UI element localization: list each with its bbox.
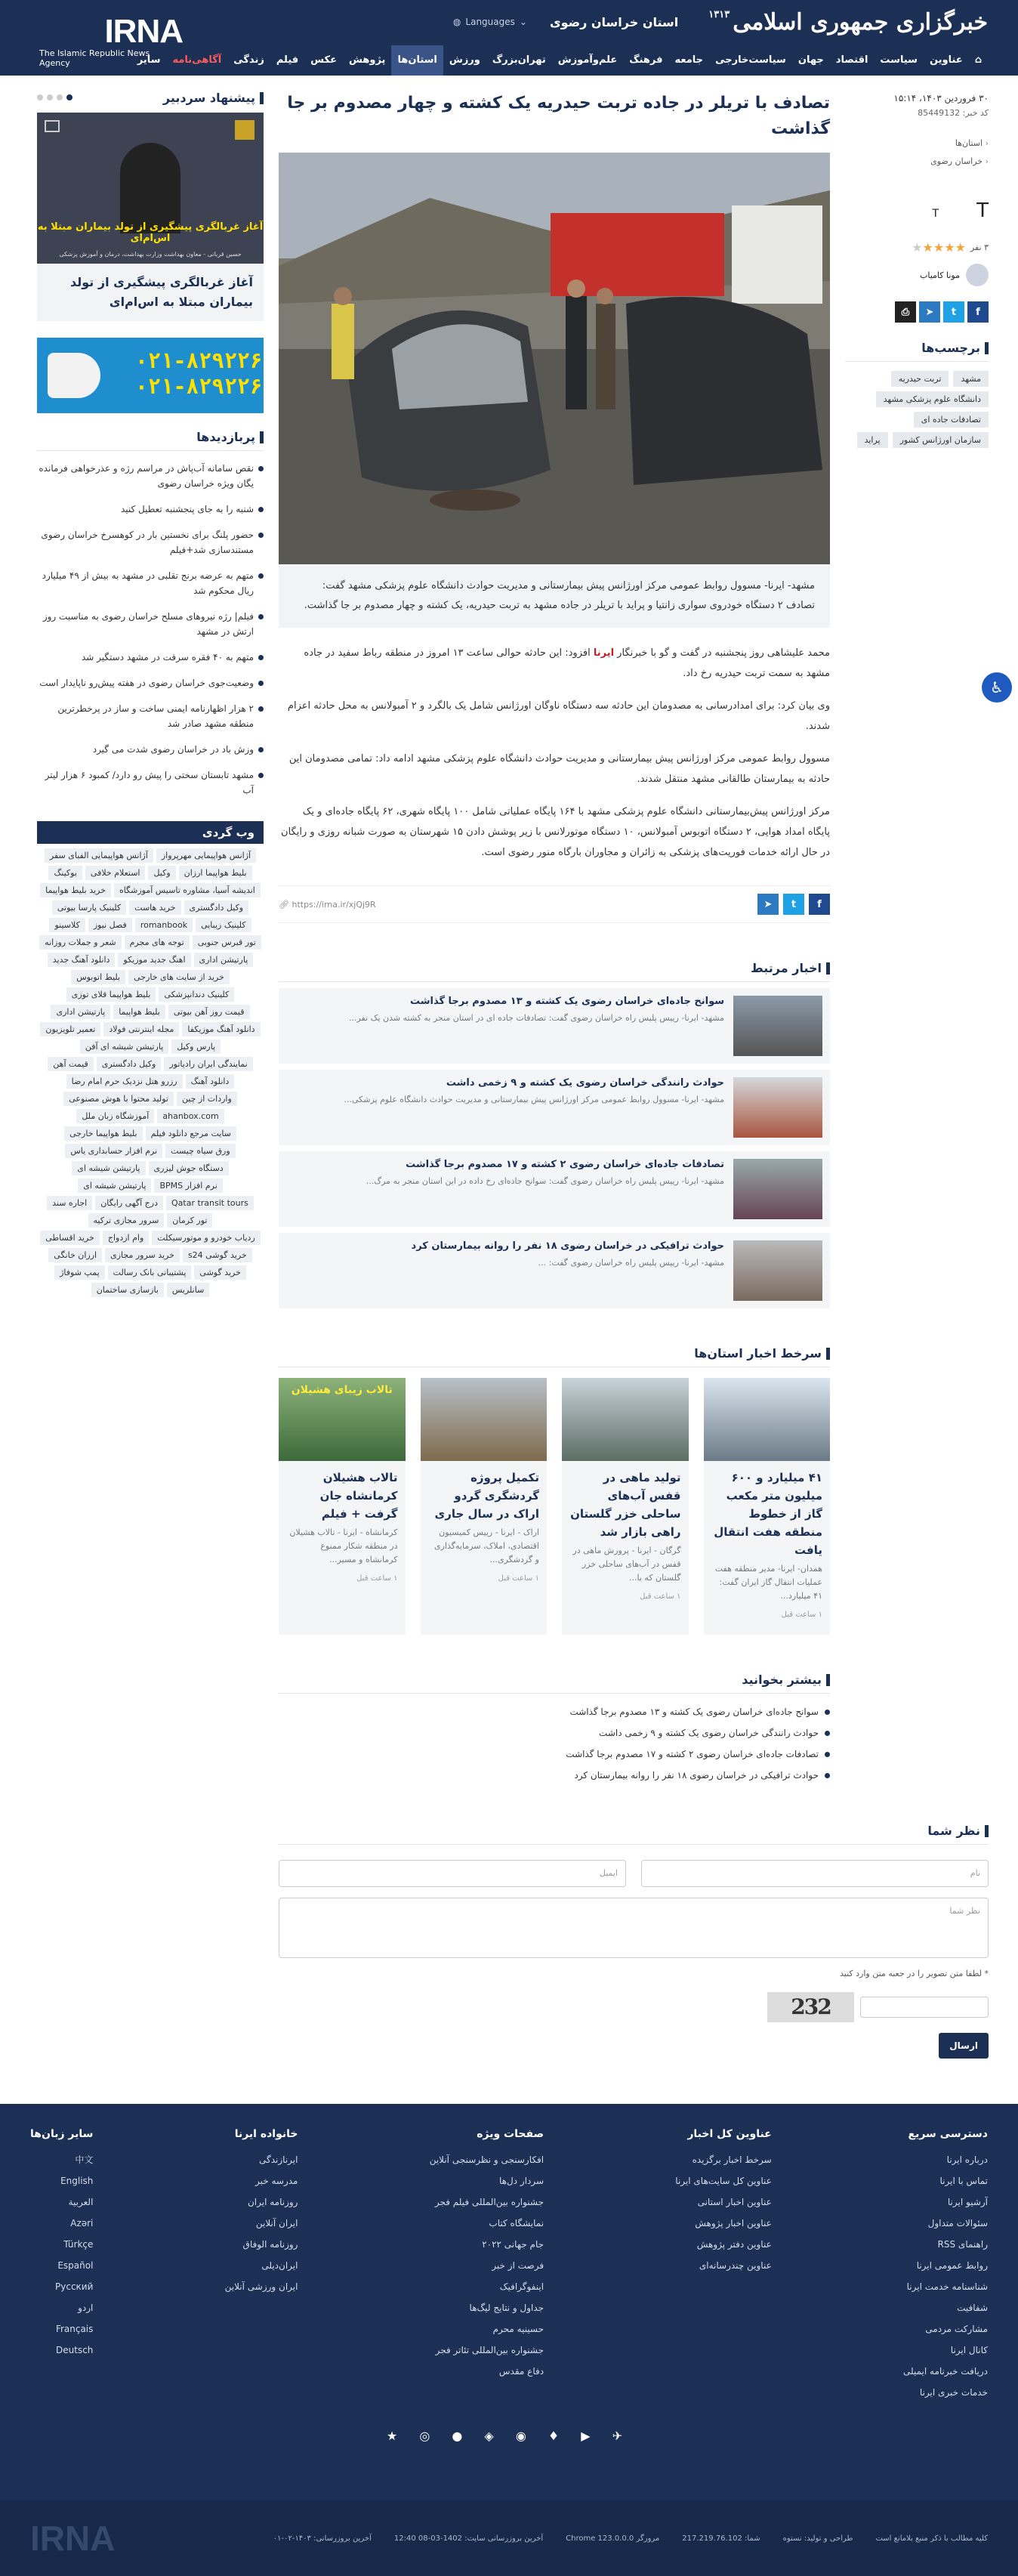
web-link[interactable]: کلینیک پارسا بیوتی [52,900,126,915]
web-link[interactable]: پمپ شوفاژ [54,1265,105,1280]
news-card[interactable]: ۴۱ میلیارد و ۶۰۰ میلیون متر مکعب گاز از خطوط منطقه هفت انتقال یافت همدان- ایرنا- مدیر منطقه هفت عملیات انتقال گاز ایران گفت: ۴۱ میلیارد... ۱ ساعت قبل [704,1378,831,1635]
web-link[interactable]: اندیشه آسیا، مشاوره تاسیس آموزشگاه [114,883,261,897]
web-link[interactable]: خرید هاست [129,900,180,915]
footer-column [903,2128,988,2403]
thumbnail [733,1077,822,1138]
nav-item-more[interactable]: سایر [137,54,161,66]
list-item[interactable]: حوادث رانندگی خراسان رضوی یک کشته و ۹ زخمی داشت مشهد- ایرنا- مسوول روابط عمومی مرکز اورژانس پیش بیمارستانی و مدیریت حوادث دانشگاه علوم پزشکی... [279,1070,830,1145]
article-meta: ۳۰ فروردین ۱۴۰۳، ۱۵:۱۴ کد خبر: 85449132 ‹ استان‌ها ‹ خراسان رضوی T T ۳ نفر ★★★★★ مونا کامیاب f t ➤ ⎙ برچسب‌ها مشهد تربت حیدریه دانشگاه علوم پزشکی مشهد تصادفات جاده ای سازمان اورژانس کشور پراید [845,91,989,1786]
article [279,91,830,1786]
web-link[interactable]: سایت مرجع دانلود فیلم [146,1126,236,1141]
email-input[interactable]: ایمیل [279,1860,626,1887]
web-link[interactable]: خرید اقساطی [40,1231,100,1245]
facebook-icon[interactable]: f [809,894,830,915]
nav-item[interactable]: جامعه [674,54,704,66]
web-link[interactable]: تعمیر تلویزیون [40,1022,100,1036]
megaphone-icon [48,353,100,398]
list-item[interactable]: شنبه را به جای پنجشنبه تعطیل کنید [37,496,264,522]
article-title: تصادف با تریلر در جاده تربت حیدریه یک کشته و چهار مصدوم بر جا گذاشت [287,94,830,138]
nav-item[interactable]: اقتصاد [835,54,868,66]
list-item[interactable]: تصادفات جاده‌ای خراسان رضوی ۲ کشته و ۱۷ مصدوم برجا گذاشت [279,1744,830,1765]
list-item[interactable]: وضعیت‌جوی خراسان رضوی در هفته پیش‌رو ناپایدار است [37,670,264,696]
province-headlines: سرخط اخبار استان‌ها ۴۱ میلیارد و ۶۰۰ میلیون متر مکعب گاز از خطوط منطقه هفت انتقال یافت همدان- ایرنا- مدیر منطقه هفت عملیات انتقال گاز ایران گفت: ۴۱ میلیارد... ۱ ساعت قبل تولید ماهی در قفس آب‌های ساحلی خزر گلستان راهی بازار شد گرگان - ایرنا - پرورش ماهی در قفس در آب‌های ساحلی خزر گلستان که با... ۱ ساعت قبل تکمیل پروژه گردشگری گردو اراک در سال جاری اراک - ایرنا - رییس کمیسیون اقتصادی، املاک، سرمایه‌گذاری و گردشگری... ۱ ساعت قبل تالاب زیبای هشیلان تالاب هشیلان کرمانشاه جان گرفت + فیلم کرمانشاه - ایرنا - تالاب هشیلان در منطقه شکار ممنوع کرمانشاه و مسیر... ۱ ساعت قبل [279,1346,830,1635]
thumbnail [733,1159,822,1219]
web-link[interactable]: خرید گوشی [194,1265,246,1280]
footer-column-title: خانواده ایرنا [234,2128,298,2140]
web-link[interactable]: دانلود آهنگ جدید [48,953,116,967]
web-link[interactable]: کلاسینو [49,918,85,932]
telegram-icon[interactable]: ➤ [757,894,779,915]
footer-link[interactable]: خدمات خبری ایرنا [919,2387,988,2398]
footer-link[interactable]: Türkçe [63,2239,94,2250]
footer-link[interactable]: ایران آنلاین [255,2218,298,2229]
site-header [0,0,1018,76]
footer-link[interactable]: 中文 [75,2154,94,2165]
footer-link[interactable]: مدرسه خبر [254,2176,298,2186]
list-item[interactable]: حضور پلنگ برای نخستین بار در کوهسرخ خراسان رضوی مستندسازی شد+فیلم [37,522,264,563]
footer-column-title: صفحات ویژه [477,2128,544,2140]
font-size-controls [845,199,989,222]
footer-column [430,2128,544,2403]
footer-link[interactable]: اینفوگرافیک [499,2281,544,2292]
footer-link[interactable]: ایران ورزشی آنلاین [224,2281,298,2292]
footer-column [225,2128,298,2403]
editor-pick-image[interactable]: آغاز غربالگری پیشگیری از تولد بیماران مبتلا به اس‌ام‌ای حسین قربانی - معاون بهداشت وزارت بهداشت، درمان و آموزش پزشکی [37,113,264,264]
list-item[interactable]: حوادث ترافیکی در خراسان رضوی ۱۸ نفر را روانه بیمارستان کرد [279,1765,830,1786]
web-link[interactable]: دستگاه جوش لیزری [149,1161,229,1175]
thumbnail [733,1240,822,1301]
footer-link[interactable]: افکارسنجی و نظرسنجی آنلاین [429,2154,544,2165]
list-item[interactable]: متهم به ۴۰ فقره سرقت در مشهد دستگیر شد [37,644,264,670]
footer-column [30,2128,93,2403]
footer-link[interactable]: روزنامه ایران [247,2197,298,2207]
editor-pick-title[interactable]: آغاز غربالگری پیشگیری از تولد بیماران مبتلا به اس‌ام‌ای [37,264,264,321]
footer-link[interactable]: عناوین اخبار استانی [697,2197,772,2207]
social-icons[interactable]: ✈ ▶ ♦ ◉ ◈ ● ◎ ★ [386,2429,632,2443]
footer-link[interactable]: تماس با ایرنا [939,2176,988,2186]
web-link[interactable]: درج آگهی رایگان [95,1196,163,1210]
footer-link[interactable]: عناوین اخبار پژوهش [695,2218,772,2229]
nav-item[interactable]: فرهنگ [629,54,663,66]
font-decrease-button[interactable]: T [932,208,939,220]
list-item[interactable]: نقص سامانه آب‌پاش در مراسم رژه و عذرخواهی فرمانده یگان ویژه خراسان رضوی [37,456,264,496]
card-image [562,1378,689,1461]
nav-item[interactable]: سیاست‌خارجی [715,54,786,66]
comment-section: نظر شما نام ایمیل نظر شما * لطفا متن تصویر را در جعبه متن وارد کنید 232 ارسال [279,1824,989,2059]
tags-list [845,371,989,448]
footer-link[interactable]: Deutsch [56,2345,94,2355]
web-link[interactable]: وکیل [148,866,175,880]
list-item[interactable]: حوادث ترافیکی در خراسان رضوی ۱۸ نفر را روانه بیمارستان کرد مشهد- ایرنا- رییس پلیس راه خراسان رضوی گفت: ... [279,1233,830,1308]
twitter-icon[interactable]: t [943,301,964,323]
web-link[interactable]: وکیل دادگستری [184,900,249,915]
web-link[interactable]: Qatar transit tours [166,1196,254,1210]
languages-menu[interactable]: ⌄ Languages ◍ [452,17,527,27]
web-link[interactable]: فصل نیوز [88,918,132,932]
list-item[interactable]: فیلم| رژه نیروهای مسلح خراسان رضوی به مناسبت روز ارتش در مشهد [37,604,264,644]
author: مونا کامیاب [845,264,989,286]
main-nav [137,45,988,76]
irna-logo[interactable]: IRNA The Islamic Republic News Agency [39,13,183,68]
web-link[interactable]: romanbook [135,918,193,932]
web-link[interactable]: تولید محتوا با هوش مصنوعی [63,1092,174,1106]
web-link[interactable]: نرم افزار حسابداری یاس [65,1144,162,1158]
footer-link[interactable]: اردو [78,2303,94,2313]
province-title: استان خراسان رضوی [549,14,679,29]
footer-link[interactable]: سرخط اخبار برگزیده [692,2154,772,2165]
footer-link[interactable]: روزنامه الوفاق [242,2239,298,2250]
footer-link[interactable]: Français [55,2324,94,2334]
footer-link[interactable]: دفاع مقدس [498,2366,544,2377]
web-link[interactable]: کلینیک دندانپزشکی [159,987,234,1002]
name-input[interactable]: نام [641,1860,989,1887]
carousel-dots[interactable] [37,92,76,103]
related-news: اخبار مرتبط سوانح جاده‌ای خراسان رضوی یک کشته و ۱۳ مصدوم برجا گذاشت مشهد- ایرنا- رییس پلیس راه خراسان رضوی گفت: تصادفات جاده ای در استان منجر به کشته شدن یک نفر... حوادث رانندگی خراسان رضوی یک کشته و ۹ زخمی داشت مشهد- ایرنا- مسوول روابط عمومی مرکز اورژانس پیش بیمارستانی و مدیریت حوادث دانشگاه علوم پزشکی... تصادفات جاده‌ای خراسان رضوی ۲ کشته و ۱۷ مصدوم برجا گذاشت مشهد- ایرنا- رییس پلیس راه خراسان رضوی گفت: سوانح جاده‌ای رخ داده در این استان منجر به مرگ... حوادث ترافیکی در خراسان رضوی ۱۸ نفر را روانه بیمارستان کرد مشهد- ایرنا- رییس پلیس راه خراسان رضوی گفت: ... [279,961,830,1308]
web-link[interactable]: آموزشگاه زبان ملل [76,1109,154,1123]
footer-link[interactable]: جداول و نتایج لیگ‌ها [469,2303,544,2313]
web-link[interactable]: بلیط هواپیما قلای توزی [66,987,156,1002]
sidebar [37,91,264,1786]
web-link[interactable]: ردیاب خودرو و موتورسیکلت [152,1231,260,1245]
footer-link[interactable]: راهنمای RSS [937,2239,988,2250]
tag[interactable]: پراید [857,432,888,448]
breadcrumb-item[interactable]: ‹ خراسان رضوی [845,153,989,171]
web-link[interactable]: بلیط هواپیما [113,1005,165,1019]
web-link[interactable]: بلیط اتوبوس [71,970,125,984]
nav-item[interactable]: تهران‌بزرگ [492,54,546,66]
ad-banner[interactable]: ۰۲۱-۸۲۹۲۲۶ ۰۲۱-۸۲۹۲۲۶ [37,338,264,413]
web-link[interactable]: کلینیک زیبایی [196,918,251,932]
nav-item[interactable]: عناوین [929,54,963,66]
web-link[interactable]: سانلریس [167,1283,209,1297]
nav-item[interactable]: علم‌وآموزش [557,54,618,66]
tag[interactable]: دانشگاه علوم پزشکی مشهد [876,391,989,407]
editor-picks: پیشنهاد سردبیر آغاز غربالگری پیشگیری از تولد بیماران مبتلا به اس‌ام‌ای حسین قربانی - معاون بهداشت وزارت بهداشت، درمان و آموزش پزشکی آغاز غربالگری پیشگیری از تولد بیماران مبتلا به اس‌ام‌ای [37,91,264,321]
list-item[interactable]: متهم به عرضه برنج تقلبی در مشهد به بیش از ۴۹ میلیارد ریال محکوم شد [37,563,264,604]
captcha-image: 232 [767,1992,854,2022]
footer-link[interactable]: جشنواره بین‌المللی فیلم فجر [434,2197,544,2207]
rating-stars[interactable]: ★★★★★ [912,240,966,255]
article-body: محمد علیشاهی روز پنجشنبه در گفت و گو با خبرنگار ایرنا افزود: این حادثه حوالی ساعت ۱۳ امروز در منطقه رباط سفید در جاده مشهد به سمت تربت حیدریه رخ داد. وی بیان کرد: برای امدادرسانی به مصدومان این حادثه سه دستگاه ناوگان اورژانس شامل یک بالگرد و ۲ آمبولانس به محل حادثه اعزام شدند. مسوول روابط عمومی مرکز اورژانس پیش بیمارستانی و مدیریت حوادث دانشگاه علوم پزشکی مشهد ادامه داد: تمامی مصدومان این حادثه به بیمارستان طالقانی مشهد منتقل شدند. مرکز اورژانس پیش‌بیمارستانی دانشگاه علوم پزشکی مشهد با ۱۶۴ پایگاه عملیاتی شامل ۱۰۰ پایگاه شهری، ۶۲ پایگاه جاده‌ای و یک پایگاه امداد هوایی، ۲ دستگاه اتوبوس آمبولانس، ۱۰ دستگاه موتورلانس با زیر پوشش دادن ۱۵ شهرستان به صورت شبانه روزی و رایگان در حال ارائه خدمات فوریت‌های پزشکی به زائران و مجاوران بارگاه منور رضوی است. [281,647,830,858]
footer-link[interactable]: آرشیو ایرنا [947,2197,988,2207]
card-image: تالاب زیبای هشیلان [279,1378,406,1461]
card-image [421,1378,548,1461]
web-link[interactable]: اهنگ جدید موزیکو [118,953,190,967]
home-icon[interactable]: ⌂ [974,54,982,66]
nav-item-provinces[interactable]: استان‌ها [391,45,443,76]
web-link[interactable]: قیمت روز آهن بیوتی [168,1005,250,1019]
nav-item[interactable]: ورزش [449,54,480,66]
footer-column-title: عناوین کل اخبار [687,2128,772,2140]
web-link[interactable]: آژانس هواپیمایی الفبای سفر [45,848,153,863]
footer-link[interactable]: عناوین چندرسانه‌ای [699,2260,772,2271]
news-card[interactable]: تالاب زیبای هشیلان تالاب هشیلان کرمانشاه جان گرفت + فیلم کرمانشاه - ایرنا - تالاب هشیلان در منطقه شکار ممنوع کرمانشاه و مسیر... ۱ ساعت قبل [279,1378,406,1635]
nav-item[interactable]: عکس [310,54,337,66]
print-icon[interactable]: ⎙ [895,301,916,323]
footer-link[interactable]: ایرنازندگی [259,2154,298,2165]
chevron-down-icon: ⌄ [519,17,527,27]
list-item[interactable]: وزش باد در خراسان رضوی شدت می گیرد [37,737,264,762]
footer-link[interactable]: کانال ایرنا [950,2345,988,2355]
web-link[interactable]: توجه های مجرم [125,935,190,950]
footer-link[interactable]: العربية [68,2197,94,2207]
web-link[interactable]: خرید از سایت های خارجی [128,970,230,984]
news-card[interactable]: تولید ماهی در قفس آب‌های ساحلی خزر گلستان راهی بازار شد گرگان - ایرنا - پرورش ماهی در قفس در آب‌های ساحلی خزر گلستان که با... ۱ ساعت قبل [562,1378,689,1635]
news-card[interactable]: تکمیل پروژه گردشگری گردو اراک در سال جاری اراک - ایرنا - رییس کمیسیون اقتصادی، املاک، سرمایه‌گذاری و گردشگری... ۱ ساعت قبل [421,1378,548,1635]
list-item[interactable]: سوانح جاده‌ای خراسان رضوی یک کشته و ۱۳ مصدوم برجا گذاشت مشهد- ایرنا- رییس پلیس راه خراسان رضوی گفت: تصادفات جاده ای در استان منجر به کشته شدن یک نفر... [279,988,830,1064]
facebook-icon[interactable]: f [967,301,989,323]
article-photo[interactable] [279,153,830,564]
site-title[interactable]: خبرگزاری جمهوری اسلامی ۱۳۱۳ [708,8,988,36]
twitter-icon[interactable]: t [783,894,804,915]
web-link[interactable]: اجاره سند [47,1196,92,1210]
footer-link[interactable]: جام جهانی ۲۰۲۲ [482,2239,544,2250]
list-item[interactable]: سوانح جاده‌ای خراسان رضوی یک کشته و ۱۳ مصدوم برجا گذاشت [279,1701,830,1722]
footer-link[interactable]: ایران‌دیلی [261,2260,298,2271]
list-item[interactable]: حوادث رانندگی خراسان رضوی یک کشته و ۹ زخمی داشت [279,1722,830,1744]
web-link[interactable]: مجله اینترنتی فولاد [103,1022,179,1036]
web-link[interactable]: تور قبرس جنوبی [193,935,261,950]
web-link[interactable]: دانلود آهنگ موزیکفا [182,1022,260,1036]
footer-link[interactable]: عناوین کل سایت‌های ایرنا [675,2176,772,2186]
footer-link[interactable]: سئوالات متداول [927,2218,988,2229]
list-item[interactable]: مشهد تابستان سختی را پیش رو دارد/ کمبود ۶ هزار لیتر آب [37,762,264,803]
telegram-icon[interactable]: ➤ [919,301,940,323]
web-link[interactable]: شعر و جملات روزانه [39,935,121,950]
web-link[interactable]: ارزان خانگی [48,1248,102,1262]
web-links: وب گردی آژانس هواپیمایی مهرپرواز آژانس هواپیمایی الفبای سفر بلیط هواپیما ارزان وکیل استعلام خلافی بوکینگ اندیشه آسیا، مشاوره تاسیس آموزشگاه خرید بلیط هواپیما وکیل دادگستری خرید هاست کلینیک پارسا بیوتی کلینیک زیبایی romanbook فصل نیوز کلاسینو تور قبرس جنوبی توجه های مجرم شعر و جملات روزانه پارتیشن اداری اهنگ جدید موزیکو دانلود آهنگ جدید خرید از سایت های خارجی بلیط اتوبوس کلینیک دندانپزشکی بلیط هواپیما قلای توزی قیمت روز آهن بیوتی بلیط هواپیما پارتیشن اداری دانلود آهنگ موزیکفا مجله اینترنتی فولاد تعمیر تلویزیون پارس وکیل پارتیشن شیشه ای آفن نمایندگی ایران رادیاتور وکیل دادگستری قیمت آهن دانلود آهنگ رزرو هتل نزدیک حرم امام رضا واردات از چین تولید محتوا با هوش مصنوعی ahanbox.com آموزشگاه زبان ملل سایت مرجع دانلود فیلم بلیط هواپیما خارجی ورق سیاه چیست نرم افزار حسابداری یاس دستگاه جوش لیزری پارتیشن شیشه ای نرم افزار BPMS پارتیشن شیشه ای Qatar transit tours درج آگهی رایگان اجاره سند تور کرمان سرور مجازی ترکیه ردیاب خودرو و موتورسیکلت وام ازدواج خرید اقساطی خرید گوشی s24 خرید سرور مجازی ارزان خانگی خرید گوشی پشتیبانی بانک رسالت پمپ شوفاژ سانلریس بازسازی ساختمان [37,821,264,1297]
tag[interactable]: تربت حیدریه [891,371,949,387]
list-item[interactable]: تصادفات جاده‌ای خراسان رضوی ۲ کشته و ۱۷ مصدوم برجا گذاشت مشهد- ایرنا- رییس پلیس راه خراسان رضوی گفت: سوانح جاده‌ای رخ داده در این استان منجر به مرگ... [279,1151,830,1227]
web-link[interactable]: خرید بلیط هواپیما [40,883,111,897]
footer-link[interactable]: Русский [55,2281,94,2292]
footer-column-title: دسترسی سریع [908,2128,988,2140]
web-link[interactable]: بازسازی ساختمان [91,1283,164,1297]
footer-column-title: سایر زبان‌ها [30,2128,94,2140]
footer-link[interactable]: عناوین دفتر پژوهش [696,2239,772,2250]
short-link[interactable]: 🔗︎ https://irna.ir/xjQj9R [279,899,376,910]
news-code: 85449132 [918,108,961,118]
globe-icon: ◍ [452,17,461,27]
web-link[interactable]: نمایندگی ایران رادیاتور [164,1057,252,1071]
web-link[interactable]: وام ازدواج [103,1231,149,1245]
web-link[interactable]: بوکینگ [48,866,82,880]
comment-textarea[interactable]: نظر شما [279,1898,989,1958]
irna-link[interactable]: ایرنا [593,647,615,659]
rating: ۳ نفر ★★★★★ [912,240,989,255]
web-link[interactable]: ورق سیاه چیست [165,1144,236,1158]
footer-link[interactable]: سردار دل‌ها [499,2176,544,2186]
web-link[interactable]: قیمت آهن [48,1057,93,1071]
most-viewed: پربازدیدها نقص سامانه آب‌پاش در مراسم رژه و عذرخواهی فرمانده یگان ویژه خراسان رضوی شنبه را به جای پنجشنبه تعطیل کنید حضور پلنگ برای نخستین بار در کوهسرخ خراسان رضوی مستندسازی شد+فیلم متهم به عرضه برنج تقلبی در مشهد به بیش از ۴۹ میلیارد ریال محکوم شد فیلم| رژه نیروهای مسلح خراسان رضوی به مناسبت روز ارتش در مشهد متهم به ۴۰ فقره سرقت در مشهد دستگیر شد وضعیت‌جوی خراسان رضوی در هفته پیش‌رو ناپایدار است ۲ هزار اظهارنامه ایمنی ساخت و ساز در پرخطرترین منطقه مشهد صادر شد وزش باد در خراسان رضوی شدت می گیرد مشهد تابستان سختی را پیش رو دارد/ کمبود ۶ هزار لیتر آب [37,430,264,803]
short-link-bar [279,885,830,923]
web-link[interactable]: نرم افزار BPMS [154,1178,222,1193]
thumbnail [733,996,822,1056]
irna-badge-icon [235,120,254,140]
web-link[interactable]: پارتیشن شیشه ای [78,1178,151,1193]
tag[interactable]: تصادفات جاده ای [914,412,989,428]
web-link[interactable]: بلیط هواپیما خارجی [64,1126,143,1141]
read-more: بیشتر بخوانید سوانح جاده‌ای خراسان رضوی یک کشته و ۱۳ مصدوم برجا گذاشت حوادث رانندگی خراسان رضوی یک کشته و ۹ زخمی داشت تصادفات جاده‌ای خراسان رضوی ۲ کشته و ۱۷ مصدوم برجا گذاشت حوادث ترافیکی در خراسان رضوی ۱۸ نفر را روانه بیمارستان کرد [279,1673,830,1786]
nav-item[interactable]: جهان [797,54,824,66]
web-link[interactable]: استعلام خلافی [85,866,146,880]
footer-link[interactable]: مشارکت مردمی [925,2324,988,2334]
article-lead: مشهد- ایرنا- مسوول روابط عمومی مرکز اورژانس پیش بیمارستانی و مدیریت حوادث دانشگاه علوم پزشکی مشهد گفت: تصادف ۲ دستگاه خودروی سواری زانتیا و پراید با تریلر در جاده مشهد به تربت حیدریه، یک کشته و چهار مصدوم بر جا گذاشت. [279,564,830,628]
footer-link[interactable]: حسینیه محرم [492,2324,544,2334]
footer-link[interactable]: English [60,2176,94,2186]
list-item[interactable]: ۲ هزار اظهارنامه ایمنی ساخت و ساز در پرخطرترین منطقه مشهد صادر شد [37,696,264,737]
publish-date: ۳۰ فروردین ۱۴۰۳، ۱۵:۱۴ [893,93,989,103]
footer-column [675,2128,771,2403]
link-icon: 🔗︎ [279,899,289,910]
web-link[interactable]: ahanbox.com [157,1109,224,1123]
breadcrumb [845,134,989,171]
web-link[interactable]: وکیل دادگستری [97,1057,162,1071]
captcha-input[interactable] [860,1997,989,2018]
footer-link[interactable]: درباره ایرنا [946,2154,988,2165]
nav-item[interactable]: فیلم [276,54,299,66]
nav-item-awareness[interactable]: آگاهی‌نامه [172,54,222,66]
web-link[interactable]: بلیط هواپیما ارزان [179,866,252,880]
nav-item[interactable]: سیاست [880,54,918,66]
tag[interactable]: مشهد [953,371,989,387]
web-link[interactable]: پارتیشن شیشه ای آفن [80,1039,168,1054]
gallery-icon [45,120,60,132]
submit-button[interactable]: ارسال [939,2033,989,2059]
footer-link[interactable]: فرصت از خبر [492,2260,544,2271]
nav-item[interactable]: زندگی [233,54,264,66]
nav-item[interactable]: پژوهش [349,54,386,66]
breadcrumb-item[interactable]: ‹ استان‌ها [845,134,989,153]
web-link[interactable]: پارتیشن اداری [194,953,254,967]
web-link[interactable]: سرور مجازی ترکیه [88,1213,165,1228]
web-link[interactable]: آژانس هواپیمایی مهرپرواز [156,848,256,863]
footer-link[interactable]: Español [57,2260,94,2271]
footer-link[interactable]: دریافت خبرنامه ایمیلی [902,2366,988,2377]
footer-logo[interactable]: IRNA [30,2519,116,2558]
web-link[interactable]: واردات از چین [177,1092,237,1106]
tags-title: برچسب‌ها [845,341,989,362]
footer-link[interactable]: شفافیت [957,2303,988,2313]
web-link[interactable]: خرید سرور مجازی [105,1248,180,1262]
web-link[interactable]: خرید گوشی s24 [183,1248,252,1262]
web-link[interactable]: پارس وکیل [171,1039,221,1054]
font-increase-button[interactable]: T [976,199,989,222]
web-link[interactable]: رزرو هتل نزدیک حرم امام رضا [66,1074,183,1089]
card-image [704,1378,831,1461]
accessibility-icon[interactable]: ♿︎ [982,672,1012,703]
footer-link[interactable]: جشنواره بین‌المللی تئاتر فجر [435,2345,544,2355]
footer-link[interactable]: Azəri [70,2218,94,2229]
footer-link[interactable]: روابط عمومی ایرنا [916,2260,988,2271]
share-buttons [845,301,989,323]
footer: دسترسی سریع درباره ایرنا تماس با ایرنا آرشیو ایرنا سئوالات متداول راهنمای RSS روابط عمومی ایرنا شناسنامه خدمت ایرنا شفافیت مشارکت مردمی کانال ایرنا دریافت خبرنامه ایمیلی خدمات خبری ایرنا عناوین کل اخبار سرخط اخبار برگزیده عناوین کل سایت‌های ایرنا عناوین اخبار استانی عناوین اخبار پژوهش عناوین دفتر پژوهش عناوین چندرسانه‌ای صفحات ویژه افکارسنجی و نظرسنجی آنلاین سردار دل‌ها جشنواره بین‌المللی فیلم فجر نمایشگاه کتاب جام جهانی ۲۰۲۲ فرصت از خبر اینفوگرافیک جداول و نتایج لیگ‌ها حسینیه محرم جشنواره بین‌المللی تئاتر فجر دفاع مقدس خانواده ایرنا ایرنازندگی مدرسه خبر روزنامه ایران ایران آنلاین روزنامه الوفاق ایران‌دیلی ایران ورزشی آنلاین سایر زبان‌ها 中文 English العربية Azəri Türkçe Español Русский اردو Français Deutsch ✈ ▶ ♦ ◉ ◈ ● ◎ ★ کلیه مطالب با ذکر منبع بلامانع است طراحی و تولید: نستوه شما: 217.219.76.102 مرورگر Chrome 123.0.0.0 آخرین بروزرسانی سایت: 1402-03-08 12:40 آخرین بروزرسانی: ۱۴۰۳-۰۲-۰۱ IRNA [0,2104,1018,2576]
web-link[interactable]: پارتیشن اداری [51,1005,110,1019]
footer-link[interactable]: نمایشگاه کتاب [489,2218,544,2229]
web-link[interactable]: پشتیبانی بانک رسالت [108,1265,192,1280]
web-link[interactable]: پارتیشن شیشه ای [72,1161,145,1175]
web-link[interactable]: تور کرمان [167,1213,212,1228]
footer-link[interactable]: شناسنامه خدمت ایرنا [906,2281,988,2292]
web-link[interactable]: دانلود آهنگ [186,1074,235,1089]
tag[interactable]: سازمان اورژانس کشور [893,432,989,448]
avatar [966,264,989,286]
